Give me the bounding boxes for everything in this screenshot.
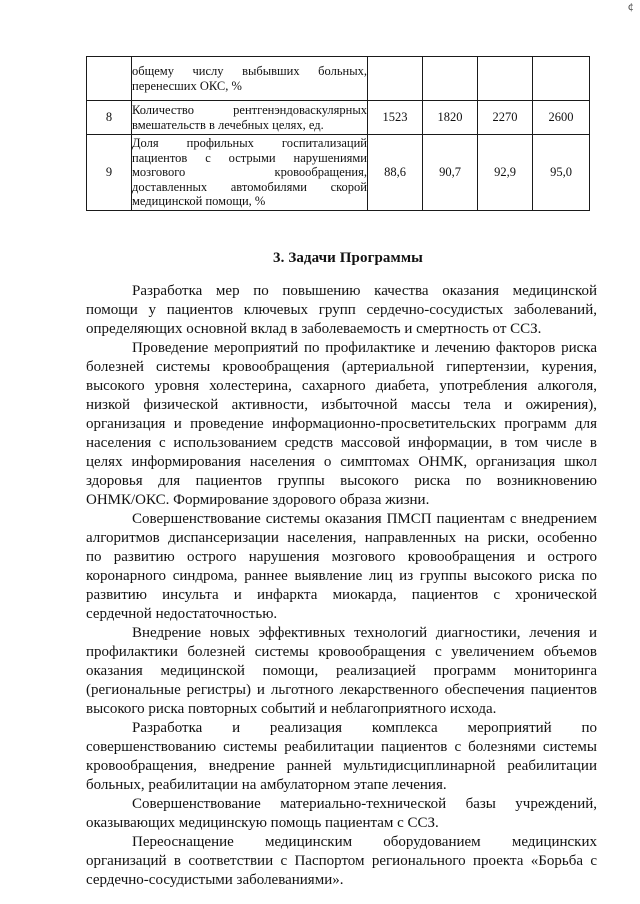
paragraph-line: Проведение мероприятий по профилактике и лечению факторов риска (132, 340, 597, 356)
paragraph-line: высокого риска повторных событий и неблагоприятного исхода. (86, 701, 497, 717)
row-number (87, 57, 132, 101)
indicator-name-line: медицинской помощи, % (132, 194, 266, 209)
paragraph-line: низкой физической активности, избыточной массы тела и ожирения), (86, 397, 597, 413)
paragraph (86, 795, 597, 833)
paragraph-line: организаций в соответствии с Паспортом регионального проекта «Борьба с (86, 853, 597, 869)
paragraph-line: Разработка мер по повышению качества оказания медицинской (132, 283, 597, 299)
indicator-value: 1820 (423, 101, 478, 135)
paragraph-line: Совершенствование материально-технической базы учреждений, (132, 796, 597, 812)
paragraph (86, 624, 597, 719)
paragraph-line: профилактики болезней системы кровообращения с увеличением объемов (86, 644, 597, 660)
paragraph-line: по развитию острого нарушения мозгового кровообращения и острого (86, 549, 597, 565)
indicator-value: 95,0 (533, 135, 590, 211)
page-corner-mark: ¢ (627, 2, 634, 13)
paragraph-line: помощи у пациентов ключевых групп сердечно-сосудистых заболеваний, (86, 302, 597, 318)
paragraph-line: оказывающих медицинскую помощь пациентам с ССЗ. (86, 815, 439, 831)
indicator-value: 90,7 (423, 135, 478, 211)
indicators-table (86, 56, 590, 211)
indicator-value: 1523 (368, 101, 423, 135)
paragraph-line: определяющих основной вклад в заболеваемость и смертность от ССЗ. (86, 321, 542, 337)
section-body (86, 282, 597, 890)
paragraph (86, 833, 597, 890)
paragraph-line: Внедрение новых эффективных технологий диагностики, лечения и (132, 625, 597, 641)
paragraph-line: ОНМК/ОКС. Формирование здорового образа жизни. (86, 492, 430, 508)
paragraph (86, 339, 597, 510)
indicator-value (368, 57, 423, 101)
paragraph-line: Разработка и реализация комплекса мероприятий по (132, 720, 597, 736)
paragraph-line: больных, реабилитации на амбулаторном этапе лечения. (86, 777, 447, 793)
indicator-name (132, 135, 368, 211)
indicator-value: 88,6 (368, 135, 423, 211)
indicator-name (132, 57, 368, 101)
row-number: 9 (87, 135, 132, 211)
paragraph-line: организация и проведение информационно-просветительских программ для (86, 416, 597, 432)
paragraph (86, 719, 597, 795)
indicator-name-line: Количество рентгенэндоваскулярных (132, 103, 367, 117)
paragraph-line: кровообращения, внедрение ранней мультидисциплинарной реабилитации (86, 758, 597, 774)
paragraph-line: болезней системы кровообращения (артериальной гипертензии, курения, (86, 359, 597, 375)
paragraph-line: оказания медицинской помощи, реализацией программ мониторинга (86, 663, 597, 679)
paragraph-line: здоровья для пациентов группы высокого риска по возникновению (86, 473, 597, 489)
paragraph-line: Переоснащение медицинским оборудованием медицинских (132, 834, 597, 850)
paragraph-line: сердечно-сосудистыми заболеваниями». (86, 872, 344, 888)
indicator-name-line: вмешательств в лечебных целях, ед. (132, 117, 324, 132)
paragraph-line: сердечной недостаточностью. (86, 606, 278, 622)
indicator-name-line: Доля профильных госпитализаций (132, 136, 367, 151)
indicator-name-line: пациентов с острыми нарушениями (132, 150, 367, 165)
indicator-value (423, 57, 478, 101)
paragraph-line: алгоритмов диспансеризации населения, направленных на риски, особенно (86, 530, 597, 546)
indicator-value: 2600 (533, 101, 590, 135)
paragraph-line: коронарного синдрома, раннее выявление лиц из группы высокого риска по (86, 568, 597, 584)
paragraph-line: (региональные регистры) и льготного лекарственного обеспечения пациентов (86, 682, 597, 698)
paragraph (86, 282, 597, 339)
table-row (87, 101, 590, 135)
paragraph-line: развитию инсульта и инфаркта миокарда, пациентов с хронической (86, 587, 597, 603)
paragraph-line: совершенствованию системы реабилитации пациентов с болезнями системы (86, 739, 597, 755)
indicator-value (533, 57, 590, 101)
indicator-name (132, 101, 368, 135)
section-title: 3. Задачи Программы (273, 250, 423, 266)
paragraph-line: целях информирования населения о симптомах ОНМК, организация школ (86, 454, 597, 470)
table-row (87, 135, 590, 211)
indicator-name-line: общему числу выбывших больных, (132, 64, 367, 78)
table-row (87, 57, 590, 101)
paragraph-line: населения с использованием средств массовой информации, в том числе в (86, 435, 597, 451)
indicator-value: 92,9 (478, 135, 533, 211)
indicator-value (478, 57, 533, 101)
paragraph-line: Совершенствование системы оказания ПМСП пациентам с внедрением (132, 511, 597, 527)
indicator-name-line: доставленных автомобилями скорой (132, 179, 367, 194)
indicator-name-line: перенесших ОКС, % (132, 78, 242, 93)
indicator-name-line: мозгового кровообращения, (132, 165, 367, 180)
paragraph-line: высокого уровня холестерина, сахарного диабета, употребления алкоголя, (86, 378, 597, 394)
indicator-value: 2270 (478, 101, 533, 135)
row-number: 8 (87, 101, 132, 135)
paragraph (86, 510, 597, 624)
